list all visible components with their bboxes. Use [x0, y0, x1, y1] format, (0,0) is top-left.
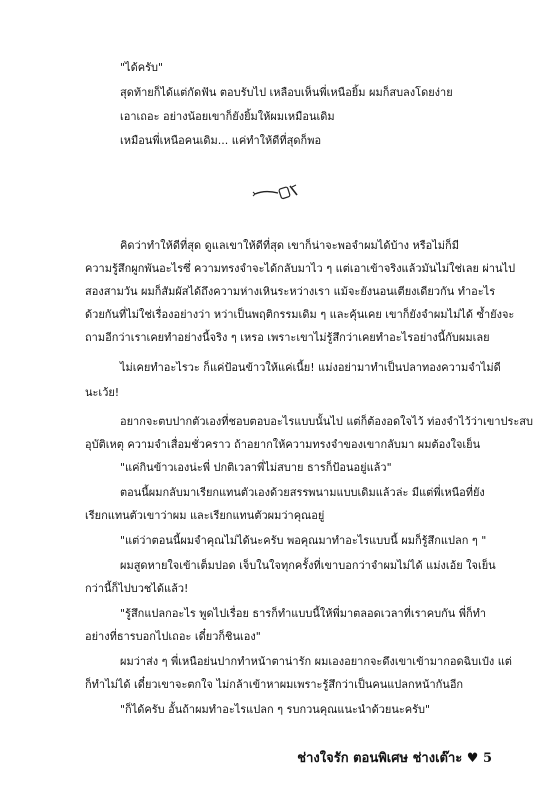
paragraph-line: เอาเถอะ อย่างน้อยเขาก็ยังยิ้มให้ผมเหมือนเดิม [120, 110, 335, 123]
page-footer [297, 751, 492, 767]
paragraph-line: นะเว้ย! [85, 386, 120, 399]
dialogue-line: "ได้ครับ" [120, 61, 164, 74]
heart-icon: ♥ [466, 751, 479, 766]
paragraph-line: ผมสูดหายใจเข้าเต็มปอด เจ็บในใจทุกครั้งที่เขาบอกว่าจำผมไม่ได้ แม่งเอ้ย ใจเย็น [120, 559, 496, 572]
paragraph-line: สองสามวัน ผมก็สัมผัสได้ถึงความห่างเหินระหว่างเรา แม้จะยังนอนเตียงเดียวกัน ทำอะไร [85, 285, 496, 298]
paragraph-line: ผมว่าส่ง ๆ พี่เหนือย่นปากทำหน้าตาน่ารัก ผมเองอยากจะดึงเขาเข้ามากอดฉิบเป๋ง แต่ [120, 655, 512, 668]
dialogue-line: "แต่ว่าตอนนี้ผมจำคุณไม่ได้นะครับ พอคุณมาทำอะไรแบบนี้ ผมก็รู้สึกแปลก ๆ " [120, 534, 487, 547]
scroll-and-quill-ornament-icon [252, 183, 300, 201]
paragraph-line: ไม่เคยทำอะไรวะ ก็แค่ป้อนข้าวให้แค่เนี้ย! แม่งอย่ามาทำเป็นปลาทองความจำไม่ดี [120, 361, 501, 374]
paragraph-line: ตอนนี้ผมกลับมาเรียกแทนตัวเองด้วยสรรพนามแบบเดิมแล้วล่ะ มีแต่พี่เหนือที่ยัง [120, 486, 485, 499]
paragraph-line: ถามอีกว่าเราเคยทำอย่างนี้จริง ๆ เหรอ เพราะเขาไม่รู้สึกว่าเคยทำอะไรอย่างนี้กับผมเลย [85, 331, 490, 344]
dialogue-line: อย่างที่ธารบอกไปเถอะ เดี๋ยวก็ชินเอง" [85, 630, 261, 643]
page-number: 5 [482, 751, 492, 766]
paragraph-line: เหมือนพี่เหนือคนเดิม... แค่ทำให้ดีที่สุดก็พอ [120, 134, 322, 147]
paragraph-line: อยากจะตบปากตัวเองที่ชอบตอบอะไรแบบนั้นไป แต่ก็ต้องอดใจไว้ ท่องจำไว้ว่าเขาประสบ [120, 415, 533, 428]
paragraph-line: อุบัติเหตุ ความจำเสื่อมชั่วคราว ถ้าอยากให้ความทรงจำของเขากลับมา ผมต้องใจเย็น [85, 438, 481, 451]
dialogue-line: "รู้สึกแปลกอะไร พูดไปเรื่อย ธารก็ทำแบบนี้ให้พี่มาตลอดเวลาที่เราคบกัน พี่ก็ทำ [120, 607, 487, 620]
paragraph-line: ก็ทำไม่ได้ เดี๋ยวเขาจะตกใจ ไม่กล้าเข้าหาผมเพราะรู้สึกว่าเป็นคนแปลกหน้ากันอีก [85, 678, 464, 691]
dialogue-line: "แค่กินข้าวเองน่ะพี่ ปกติเวลาพี่ไม่สบาย ธารก็ป้อนอยู่แล้ว" [120, 461, 392, 474]
paragraph-line: กว่านี้ก็ไปบวชได้แล้ว! [85, 582, 189, 595]
paragraph-line: ความรู้สึกผูกพันอะไรซึ่ ความทรงจำจะได้กลับมาไว ๆ แต่เอาเข้าจริงแล้วมันไม่ใช่เลย ผ่านไป [85, 262, 516, 275]
paragraph-line: คิดว่าทำให้ดีที่สุด ดูแลเขาให้ดีที่สุด เขาก็น่าจะพอจำผมได้บ้าง หรือไม่ก็มี [120, 239, 459, 252]
paragraph-line: ด้วยกันที่ไม่ใช่เรื่องอย่างว่า หว่าเป็นพฤติกรรมเดิม ๆ และคุ้นเคย เขาก็ยังจำผมไม่ได้ ซ้ำยังจะ [85, 308, 515, 321]
paragraph-line: เรียกแทนตัวเขาว่าผม และเรียกแทนตัวผมว่าคุณอยู่ [85, 509, 325, 522]
dialogue-line: "ก็ได้ครับ อั้นถ้าผมทำอะไรแปลก ๆ รบกวนคุณแนะนำด้วยนะครับ" [120, 703, 431, 716]
paragraph-line: สุดท้ายก็ได้แต่กัดฟัน ตอบรับไป เหลือบเห็นพี่เหนือยิ้ม ผมก็สบลงโดยง่าย [120, 86, 453, 99]
book-title: ช่างใจรัก ตอนพิเศษ ช่างเต๊าะ [297, 751, 463, 766]
